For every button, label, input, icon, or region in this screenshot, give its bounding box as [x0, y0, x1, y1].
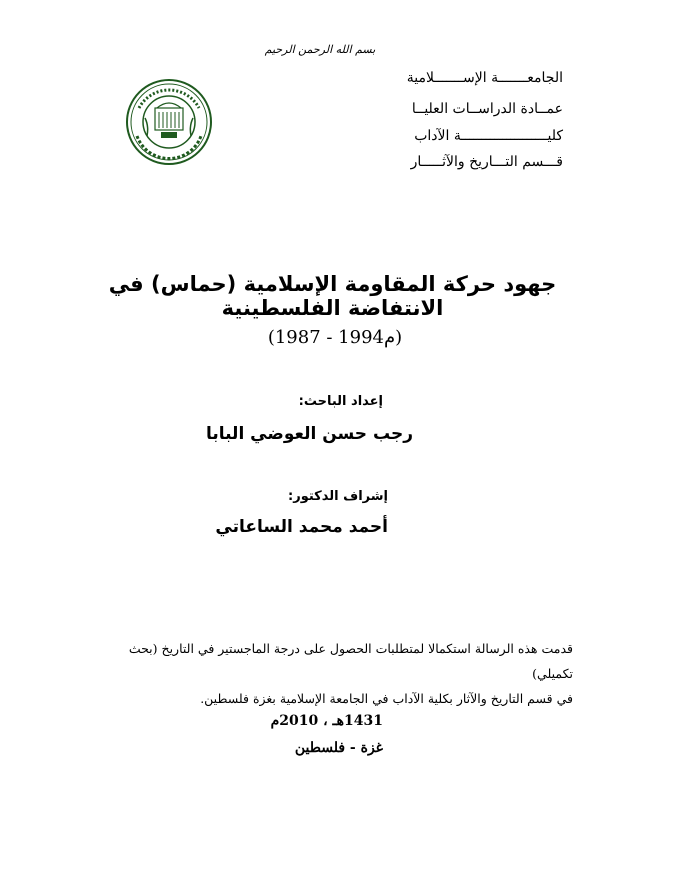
submission-date: 1431هـ ، 2010م	[270, 713, 383, 729]
submission-line-2: في قسم التاريخ والآثار بكلية الآداب في الجامعة الإسلامية بغزة فلسطين.	[200, 691, 573, 706]
deanship-name: عمــادة الدراســات العليــا	[411, 101, 563, 117]
faculty-name: كليـــــــــــــــــــــة الآداب	[414, 128, 563, 144]
thesis-years: (1987 - 1994م)	[267, 327, 403, 348]
researcher-name: رجب حسن العوضي البابا	[205, 424, 413, 444]
university-seal-icon	[125, 78, 213, 166]
department-name: قـــسم التـــاريخ والآثـــــار	[410, 154, 563, 170]
prepared-by-label: إعداد الباحث:	[298, 394, 383, 409]
submission-place: غزة - فلسطين	[294, 740, 383, 756]
thesis-title: جهود حركة المقاومة الإسلامية (حماس) في الانتفاضة الفلسطينية	[108, 272, 557, 320]
submission-statement	[93, 636, 573, 711]
university-name: الجامعـــــــة الإســـــــلامية	[406, 70, 563, 86]
supervisor-label: إشراف الدكتور:	[288, 489, 388, 504]
submission-line-1: قدمت هذه الرسالة استكمالا لمتطلبات الحصول على درجة الماجستير في التاريخ (بحث تكميلي)	[128, 641, 573, 681]
supervisor-name: أحمد محمد الساعاتي	[215, 517, 388, 537]
basmala: بسم الله الرحمن الرحيم	[264, 43, 376, 56]
